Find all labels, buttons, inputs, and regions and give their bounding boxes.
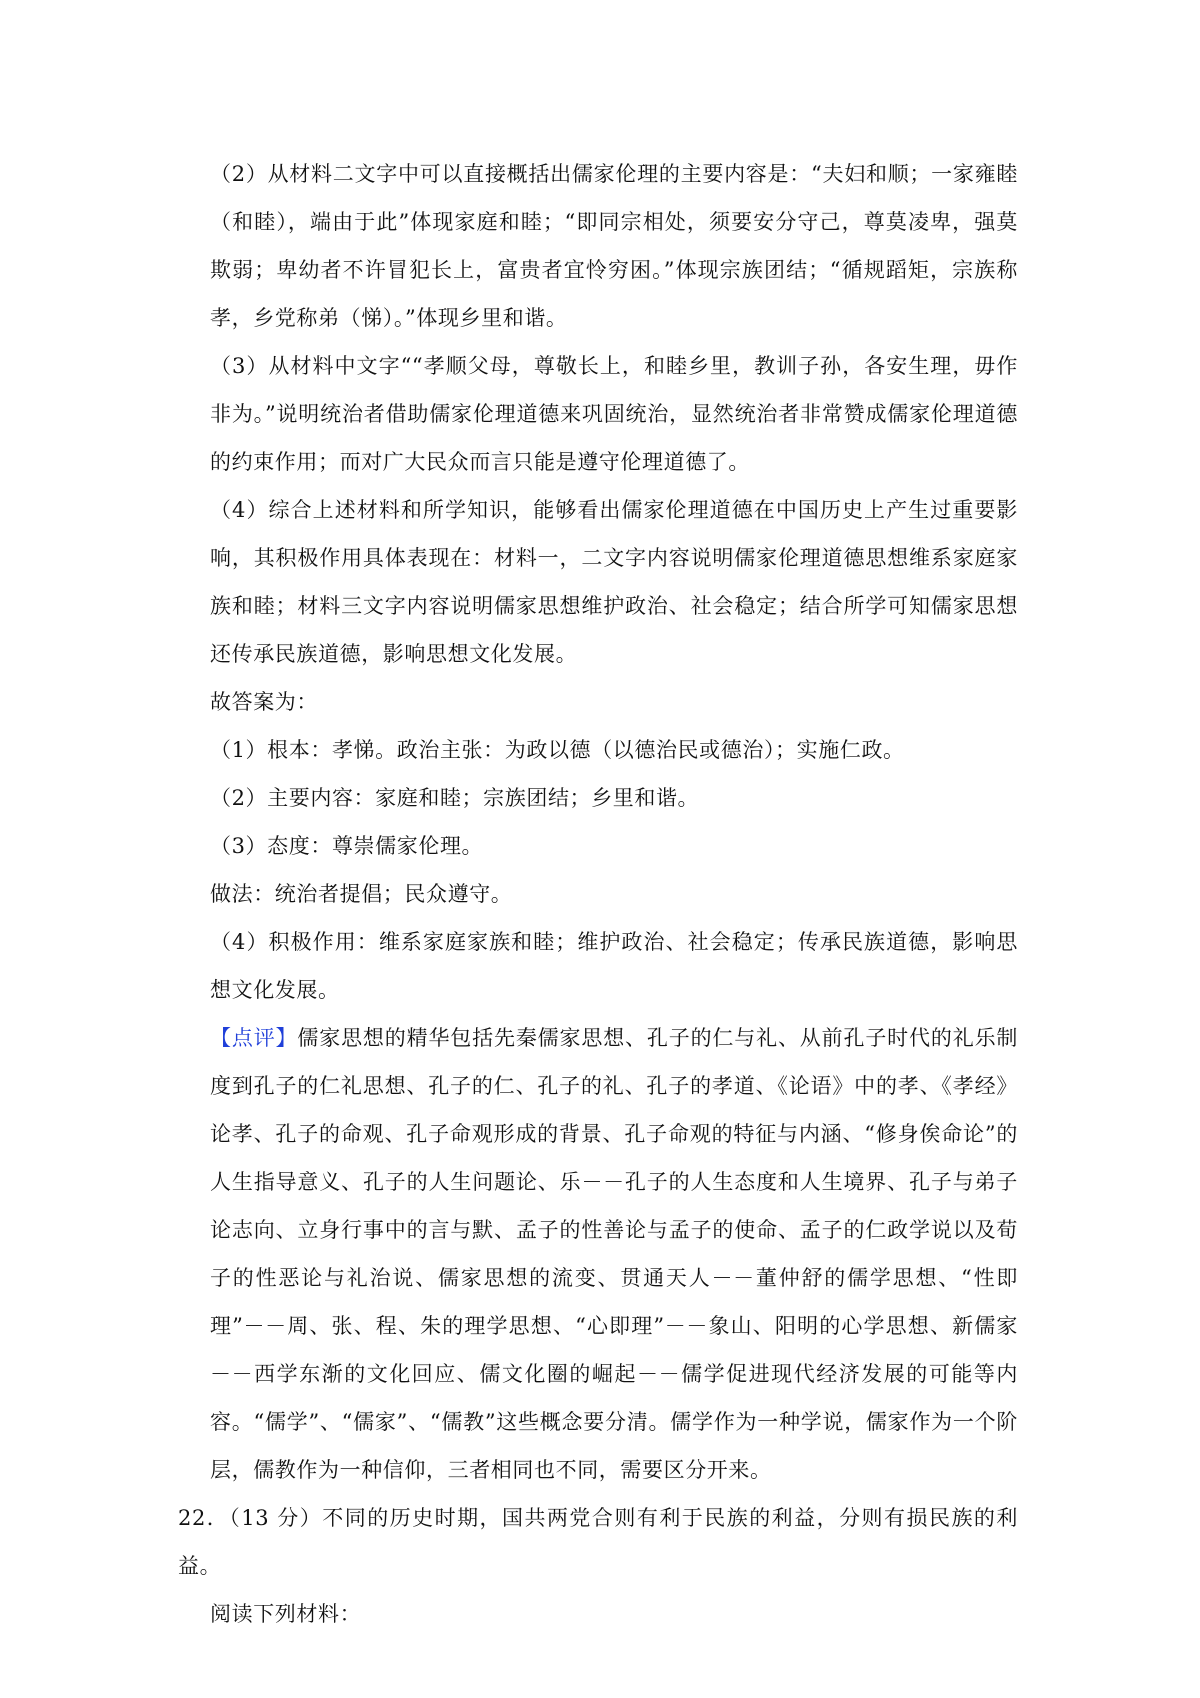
question-22 — [178, 1494, 1018, 1590]
comment-tag: 【点评】 — [210, 1026, 298, 1050]
answer-part-4: （4）积极作用：维系家庭家族和睦；维护政治、社会稳定；传承民族道德，影响思想文化发展。 — [210, 930, 1018, 1002]
analysis-part-2: （2）从材料二文字中可以直接概括出儒家伦理的主要内容是：“夫妇和顺；一家雍睦（和睦），端由于此”体现家庭和睦；“即同宗相处，须要安分守己，尊莫凌卑，强莫欺弱；卑幼者不许冒犯长上，富贵者宜怜穷困。”体现宗族团结；“循规蹈矩，宗族称孝，乡党称弟（悌）。”体现乡里和谐。 — [210, 162, 1018, 330]
answer-part-3: （3）态度：尊崇儒家伦理。 — [210, 834, 484, 858]
analysis-part-4: （4）综合上述材料和所学知识，能够看出儒家伦理道德在中国历史上产生过重要影响，其积极作用具体表现在：材料一，二文字内容说明儒家伦理道德思想维系家庭家族和睦；材料三文字内容说明儒家思想维护政治、社会稳定；结合所学可知儒家思想还传承民族道德，影响思想文化发展。 — [210, 498, 1018, 666]
analysis-part-3: （3）从材料中文字““孝顺父母，尊敬长上，和睦乡里，教训子孙，各安生理，毋作非为。”说明统治者借助儒家伦理道德来巩固统治，显然统治者非常赞成儒家伦理道德的约束作用；而对广大民众而言只能是遵守伦理道德了。 — [210, 354, 1018, 474]
question-instruction: 阅读下列材料： — [210, 1602, 362, 1626]
answer-intro: 故答案为： — [210, 690, 318, 714]
answer-part-1: （1）根本：孝悌。政治主张：为政以德（以德治民或德治）；实施仁政。 — [210, 738, 905, 762]
answer-part-2: （2）主要内容：家庭和睦；宗族团结；乡里和谐。 — [210, 786, 700, 810]
document-body — [178, 150, 1019, 1638]
question-text: （13 分）不同的历史时期，国共两党合则有利于民族的利益，分则有损民族的利益。 — [178, 1506, 1018, 1578]
comment-text: 儒家思想的精华包括先秦儒家思想、孔子的仁与礼、从前孔子时代的礼乐制度到孔子的仁礼思想、孔子的仁、孔子的礼、孔子的孝道、《论语》中的孝、《孝经》论孝、孔子的命观、孔子命观形成的背景、孔子命观的特征与内涵、“修身俟命论”的人生指导意义、孔子的人生问题论、乐－－孔子的人生态度和人生境界、孔子与弟子论志向、立身行事中的言与默、孟子的性善论与孟子的使命、孟子的仁政学说以及荀子的性恶论与礼治说、儒家思想的流变、贯通天人－－董仲舒的儒学思想、“性即理”－－周、张、程、朱的理学思想、“心即理”－－象山、阳明的心学思想、新儒家－－西学东渐的文化回应、儒文化圈的崛起－－儒学促进现代经济发展的可能等内容。“儒学”、“儒家”、“儒教”这些概念要分清。儒学作为一种学说，儒家作为一个阶层，儒教作为一种信仰，三者相同也不同，需要区分开来。 — [210, 1026, 1019, 1482]
answer-part-3-method: 做法：统治者提倡；民众遵守。 — [210, 882, 513, 906]
comment-paragraph — [210, 1014, 1018, 1494]
question-number: 22． — [178, 1506, 230, 1530]
